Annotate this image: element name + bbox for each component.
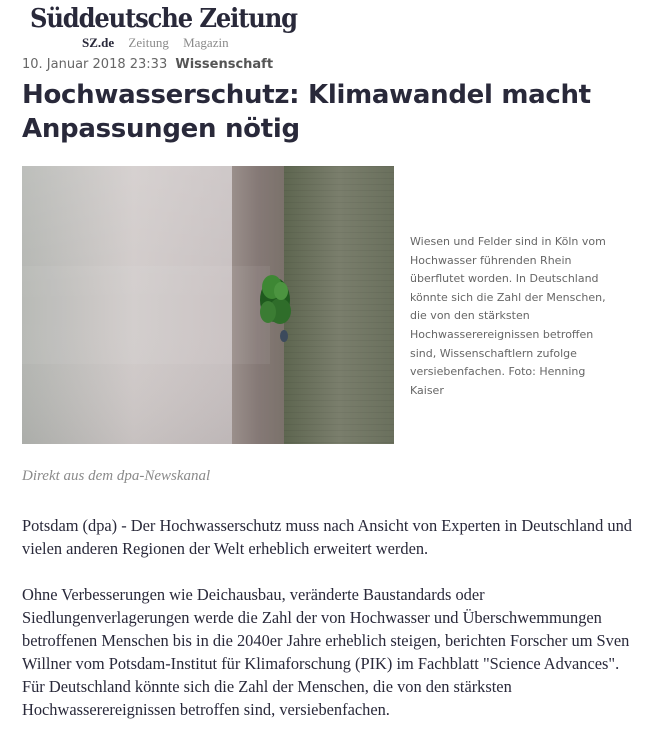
article-paragraph: Potsdam (dpa) - Der Hochwasserschutz muss nach Ansicht von Experten in Deutschland und vielen anderen Regionen der Welt erheblich erweitert werden. bbox=[22, 516, 632, 558]
image-caption: Wiesen und Felder sind in Köln vom Hochwasser führenden Rhein überflutet worden. In Deutschland könnte sich die Zahl der Menschen, die von den stärksten Hochwasserereignissen betroffen sind, Wissenschaftlern zufolge versiebenfachen. Foto: Henning Kaiser bbox=[410, 235, 606, 397]
article-paragraph: Ohne Verbesserungen wie Deichausbau, veränderte Baustandards oder Siedlungenverlagerungen werde die Zahl der von Hochwasser und Überschwemmungen betroffenen Menschen bis in die 2040er Jahre erheblich steigen, berichten Forscher um Sven Willner vom Potsdam-Institut für Klimaforschung (PIK) im Fachblatt "Science Advances". Für Deutschland könnte sich die Zahl der Menschen, die von den stärksten Hochwasserereignissen betroffen sind, versiebenfachen. bbox=[22, 585, 630, 719]
article-image[interactable] bbox=[22, 166, 394, 444]
masthead bbox=[30, 4, 330, 56]
site-logo[interactable]: Süddeutsche Zeitung bbox=[30, 4, 297, 34]
section-link[interactable]: Wissenschaft bbox=[175, 57, 274, 72]
source-note: Direkt aus dem dpa-Newskanal bbox=[22, 468, 211, 484]
article-body bbox=[22, 514, 642, 744]
aerial-flood-photo bbox=[22, 166, 394, 444]
article-meta bbox=[22, 57, 273, 72]
article-date: 10. Januar 2018 23:33 bbox=[22, 57, 168, 72]
nav-link-sz-de[interactable]: SZ.de bbox=[82, 35, 115, 50]
nav-link-zeitung[interactable]: Zeitung bbox=[128, 35, 169, 50]
article-headline: Hochwasserschutz: Klimawandel macht Anpassungen nötig bbox=[22, 80, 591, 144]
masthead-nav bbox=[82, 35, 240, 51]
nav-link-magazin[interactable]: Magazin bbox=[183, 35, 229, 50]
